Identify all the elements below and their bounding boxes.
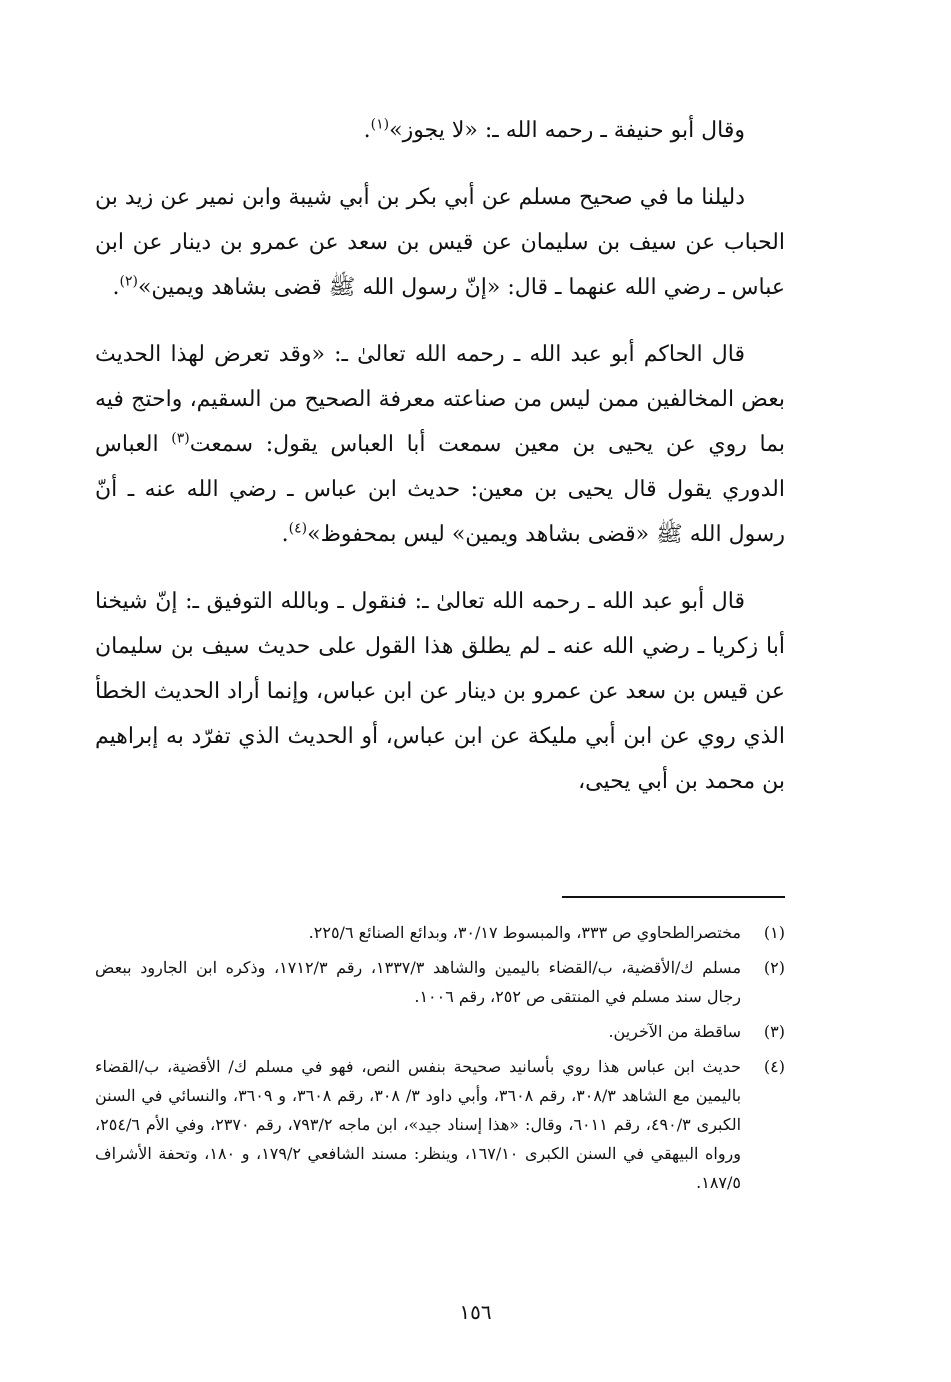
paragraph-4: قال أبو عبد الله ـ رحمه الله تعالىٰ ـ: فنقول ـ وبالله التوفيق ـ: إنّ شيخنا أبا زكريا ـ رضي الله عنه ـ لم يطلق هذا القول على حديث سيف بن سليمان عن قيس بن سعد عن عمرو بن دينار عن ابن عباس، وإنما أراد الحديث الخطأ الذي روي عن ابن أبي مليكة عن ابن عباس، أو الحديث الذي تفرّد به إبراهيم بن محمد بن أبي يحيى، — [95, 589, 785, 794]
footnote-text: حديث ابن عباس هذا روي بأسانيد صحيحة بنفس النص، فهو في مسلم ك/ الأقضية، ب/القضاء باليمين مع الشاهد ٣٠٨/٣، رقم ٣٦٠٨، وأبي داود ٣/ ٣٠٨، رقم ٣٦٠٨، و ٣٦٠٩، والنسائي في السنن الكبرى ٤٩٠/٣، رقم ٦٠١١، وقال: «هذا إسناد جيد»، ابن ماجه ٧٩٣/٢، رقم ٢٣٧٠، وفي الأم ٢٥٤/٦، ورواه البيهقي في السنن الكبرى ١٦٧/١٠، وينظر: مسند الشافعي ١٧٩/٢، و ١٨٠، وتحفة الأشراف ١٨٧/٥. — [95, 1057, 742, 1192]
footnote-ref-3: (٣) — [171, 430, 190, 447]
footnote — [95, 953, 785, 1011]
footnote-ref-4: (٤) — [288, 520, 308, 537]
footnotes — [95, 918, 785, 1203]
footnote-text: مسلم ك/الأقضية، ب/القضاء باليمين والشاهد ١٣٣٧/٣، رقم ١٧١٢/٣، وذكره ابن الجارود ببعض رجال سند مسلم في المنتقى ص ٢٥٢، رقم ١٠٠٦. — [95, 958, 742, 1006]
page-number: ١٥٦ — [459, 1300, 492, 1324]
footnote-ref-1: (١) — [370, 116, 390, 133]
footnote-ref-2: (٢) — [119, 273, 138, 290]
footnote-number: (٣) — [763, 1022, 785, 1041]
footnote — [95, 918, 785, 947]
footnote-text: ساقطة من الآخرين. — [608, 1022, 741, 1041]
paragraph-2: دليلنا ما في صحيح مسلم عن أبي بكر بن أبي شيبة وابن نمير عن زيد بن الحباب عن سيف بن سليمان عن قيس بن سعد عن عمرو بن دينار عن ابن عباس ـ رضي الله عنهما ـ قال: «إنّ رسول الله ﷺ قضى بشاهد ويمين»$^{(٢)}$. — [95, 185, 785, 300]
footnote — [95, 1052, 785, 1197]
footnote-number: (١) — [763, 923, 785, 942]
main-text — [95, 108, 785, 826]
paragraph-3: قال الحاكم أبو عبد الله ـ رحمه الله تعالىٰ ـ: «وقد تعرض لهذا الحديث بعض المخالفين ممن ليس من صناعته معرفة الصحيح من السقيم، واحتج فيه بما روي عن يحيى بن معين سمعت أبا العباس يقول: سمعت$^{(٣)}$ العباس الدوري يقول قال يحيى بن معين: حديث ابن عباس ـ رضي الله عنه ـ أنّ رسول الله ﷺ «قضى بشاهد ويمين» ليس بمحفوظ»$^{(٤)}$. — [95, 342, 785, 547]
footnote-divider — [562, 896, 785, 898]
footnote — [95, 1017, 785, 1046]
paragraph-1: وقال أبو حنيفة ـ رحمه الله ـ: «لا يجوز»$^{(١)}$. — [363, 116, 745, 143]
footnote-text: مختصرالطحاوي ص ٣٣٣، والمبسوط ٣٠/١٧، وبدائع الصنائع ٢٢٥/٦. — [308, 923, 741, 942]
footnote-number: (٢) — [763, 958, 785, 977]
footnote-number: (٤) — [763, 1057, 785, 1076]
